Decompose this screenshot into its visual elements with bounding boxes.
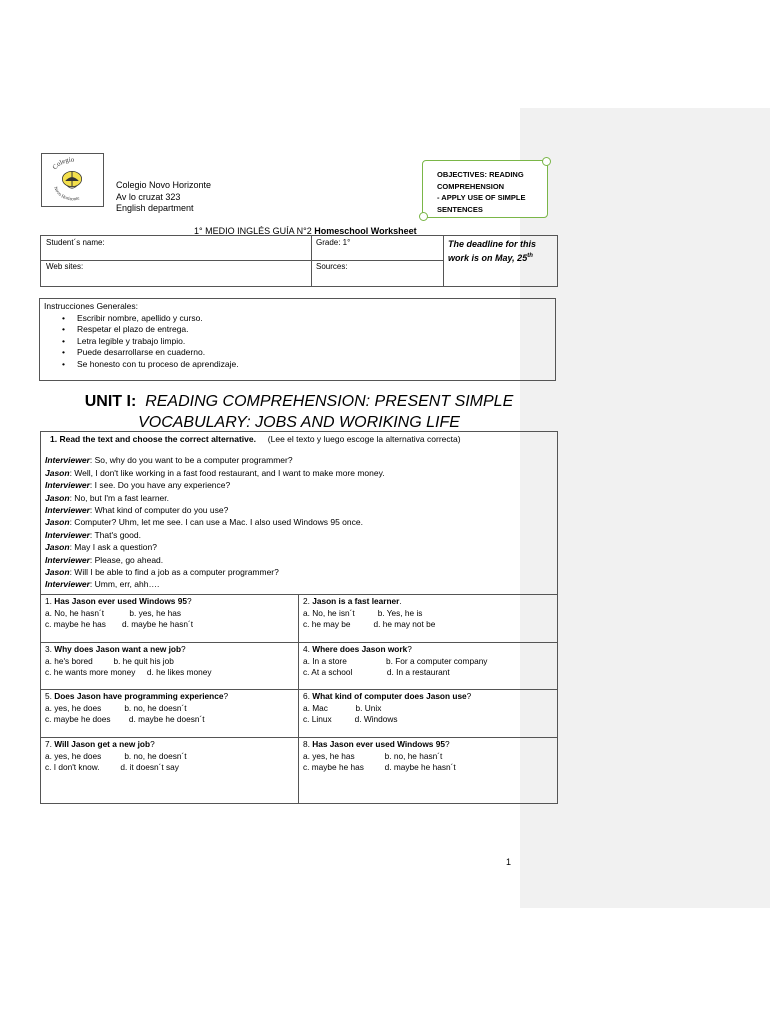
- dialogue-line: [45, 479, 553, 491]
- reading-passage: [40, 431, 558, 595]
- answer-options[interactable]: c. maybe he has d. maybe he hasn´t: [303, 762, 456, 772]
- question-text: 7. Will Jason get a new job?: [45, 739, 155, 749]
- instructions-list: [62, 313, 551, 371]
- question-text: 8. Has Jason ever used Windows 95?: [303, 739, 450, 749]
- answer-options[interactable]: c. I don't know. d. it doesn´t say: [45, 762, 179, 772]
- question-item: [45, 739, 295, 774]
- reading-instruction: 1. Read the text and choose the correct alternative. (Lee el texto y luego escoge la alternativa correcta): [50, 434, 461, 444]
- answer-options[interactable]: a. he's bored b. he quit his job: [45, 655, 174, 666]
- speaker-name: Interviewer: [45, 529, 90, 540]
- speaker-name: Interviewer: [45, 480, 90, 491]
- question-text: 3. Why does Jason want a new job?: [45, 644, 186, 654]
- dialogue-line: [45, 578, 553, 590]
- list-item: • Letra legible y trabajo limpio.: [62, 336, 551, 348]
- question-item: [45, 691, 295, 726]
- question-item: [303, 644, 553, 679]
- questions-grid: [40, 594, 558, 804]
- unit-label: UNIT I:: [84, 393, 137, 410]
- question-item: [303, 739, 553, 774]
- school-department: English department: [116, 203, 194, 213]
- scroll-curl-icon: [542, 157, 551, 166]
- dialogue-text: : May I ask a question?: [69, 542, 157, 553]
- objectives-line: - APPLY USE OF SIMPLE: [437, 193, 526, 202]
- speaker-name: Interviewer: [45, 455, 90, 466]
- answer-options[interactable]: a. yes, he does b. no, he doesn´t: [45, 750, 187, 761]
- answer-options[interactable]: a. yes, he does b. no, he doesn´t: [45, 702, 187, 713]
- answer-options[interactable]: c. maybe he has d. maybe he hasn´t: [45, 619, 194, 629]
- answer-options[interactable]: a. No, he isn´t b. Yes, he is: [303, 607, 423, 618]
- speaker-name: Jason: [45, 542, 70, 553]
- deadline-note: The deadline for this work is on May, 25th: [448, 239, 537, 263]
- dialogue-line: [45, 467, 553, 479]
- svg-text:Novo Horizonte: [52, 186, 80, 202]
- school-address: Av lo cruzat 323: [116, 191, 181, 202]
- question-text: 2. Jason is a fast learner.: [303, 596, 402, 606]
- sources-field[interactable]: Sources:: [316, 262, 348, 271]
- svg-text:Colegio: [51, 157, 74, 171]
- dialogue-line: [45, 566, 553, 578]
- dialogue-text: : Please, go ahead.: [89, 554, 164, 565]
- question-item: [45, 596, 295, 631]
- dialogue-line: [45, 454, 553, 466]
- list-item: • Escribir nombre, apellido y curso.: [62, 313, 551, 325]
- question-text: 5. Does Jason have programming experience?: [45, 691, 229, 701]
- table-divider: [41, 260, 443, 261]
- dialogue-text: : Will I be able to find a job as a computer programmer?: [69, 567, 279, 578]
- row-divider: [41, 642, 557, 643]
- dialogue-text: : Computer? Uhm, let me see. I can use a Mac. I also used Windows 95 once.: [69, 517, 363, 528]
- column-divider: [298, 595, 299, 803]
- speaker-name: Jason: [45, 492, 70, 503]
- instructions-heading: Instrucciones Generales:: [44, 301, 139, 311]
- speaker-name: Jason: [45, 467, 70, 478]
- dialogue-line: [45, 541, 553, 553]
- dialogue-line: [45, 492, 553, 504]
- answer-options[interactable]: a. No, he hasn´t b. yes, he has: [45, 607, 182, 618]
- row-divider: [41, 737, 557, 738]
- school-crest-icon: [42, 154, 103, 206]
- logo-text-bottom: Novo Horizonte: [52, 186, 81, 203]
- question-text: 1. Has Jason ever used Windows 95?: [45, 596, 192, 606]
- unit-heading-2: VOCABULARY: JOBS AND WORIKING LIFE: [138, 413, 460, 431]
- question-item: [303, 691, 553, 726]
- student-name-field[interactable]: Student´s name:: [46, 238, 105, 247]
- dialogue: [45, 454, 553, 590]
- dialogue-text: : No, but I'm a fast learner.: [69, 492, 169, 503]
- grade-field[interactable]: Grade: 1°: [316, 238, 351, 247]
- answer-options[interactable]: c. Linux d. Windows: [303, 714, 398, 724]
- dialogue-line: [45, 516, 553, 528]
- web-sites-field[interactable]: Web sites:: [46, 262, 84, 271]
- student-info-table: [40, 235, 558, 287]
- list-item: • Puede desarrollarse en cuaderno.: [62, 347, 551, 359]
- speaker-name: Interviewer: [45, 554, 90, 565]
- question-item: [45, 644, 295, 679]
- answer-options[interactable]: a. yes, he has b. no, he hasn´t: [303, 750, 443, 761]
- dialogue-text: : What kind of computer do you use?: [89, 505, 229, 516]
- answer-options[interactable]: c. maybe he does d. maybe he doesn´t: [45, 714, 205, 724]
- question-text: 4. Where does Jason work?: [303, 644, 412, 654]
- dialogue-text: : Umm, err, ahh….: [89, 579, 160, 590]
- dialogue-text: : That's good.: [89, 529, 141, 540]
- school-info: [116, 180, 211, 215]
- question-text: 6. What kind of computer does Jason use?: [303, 691, 472, 701]
- dialogue-line: [45, 529, 553, 541]
- guide-prefix: 1° MEDIO INGLÉS GUÍA N°2: [194, 226, 312, 236]
- list-item: • Respetar el plazo de entrega.: [62, 324, 551, 336]
- answer-options[interactable]: a. In a store b. For a computer company: [303, 655, 488, 666]
- unit-heading-1: READING COMPREHENSION: PRESENT SIMPLE: [145, 393, 514, 410]
- speaker-name: Jason: [45, 517, 70, 528]
- objectives-line: OBJECTIVES: READING: [437, 170, 524, 179]
- objectives-line: COMPREHENSION: [437, 181, 505, 191]
- objectives-box: [422, 160, 548, 218]
- objectives-line: SENTENCES: [437, 204, 483, 214]
- speaker-name: Interviewer: [45, 579, 90, 590]
- answer-options[interactable]: c. he may be d. he may not be: [303, 619, 436, 629]
- dialogue-text: : I see. Do you have any experience?: [89, 480, 231, 491]
- general-instructions: [39, 298, 556, 381]
- dialogue-text: : So, why do you want to be a computer programmer?: [89, 455, 293, 466]
- answer-options[interactable]: c. he wants more money d. he likes money: [45, 667, 212, 677]
- school-logo: [41, 153, 104, 207]
- speaker-name: Jason: [45, 567, 70, 578]
- answer-options[interactable]: c. At a school d. In a restaurant: [303, 667, 450, 677]
- school-name: Colegio Novo Horizonte: [116, 180, 212, 190]
- dialogue-line: [45, 554, 553, 566]
- dialogue-text: : Well, I don't like working in a fast food restaurant, and I want to make more money.: [69, 467, 385, 478]
- page-number: 1: [506, 857, 512, 867]
- dialogue-line: [45, 504, 553, 516]
- logo-text-top: Colegio: [51, 156, 75, 172]
- scroll-curl-icon: [419, 212, 428, 221]
- worksheet-label: Homeschool Worksheet: [314, 226, 417, 236]
- list-item: • Se honesto con tu proceso de aprendizaje.: [62, 359, 551, 371]
- speaker-name: Interviewer: [45, 505, 90, 516]
- unit-title: [40, 392, 558, 433]
- row-divider: [41, 689, 557, 690]
- answer-options[interactable]: a. Mac b. Unix: [303, 702, 382, 713]
- question-item: [303, 596, 553, 631]
